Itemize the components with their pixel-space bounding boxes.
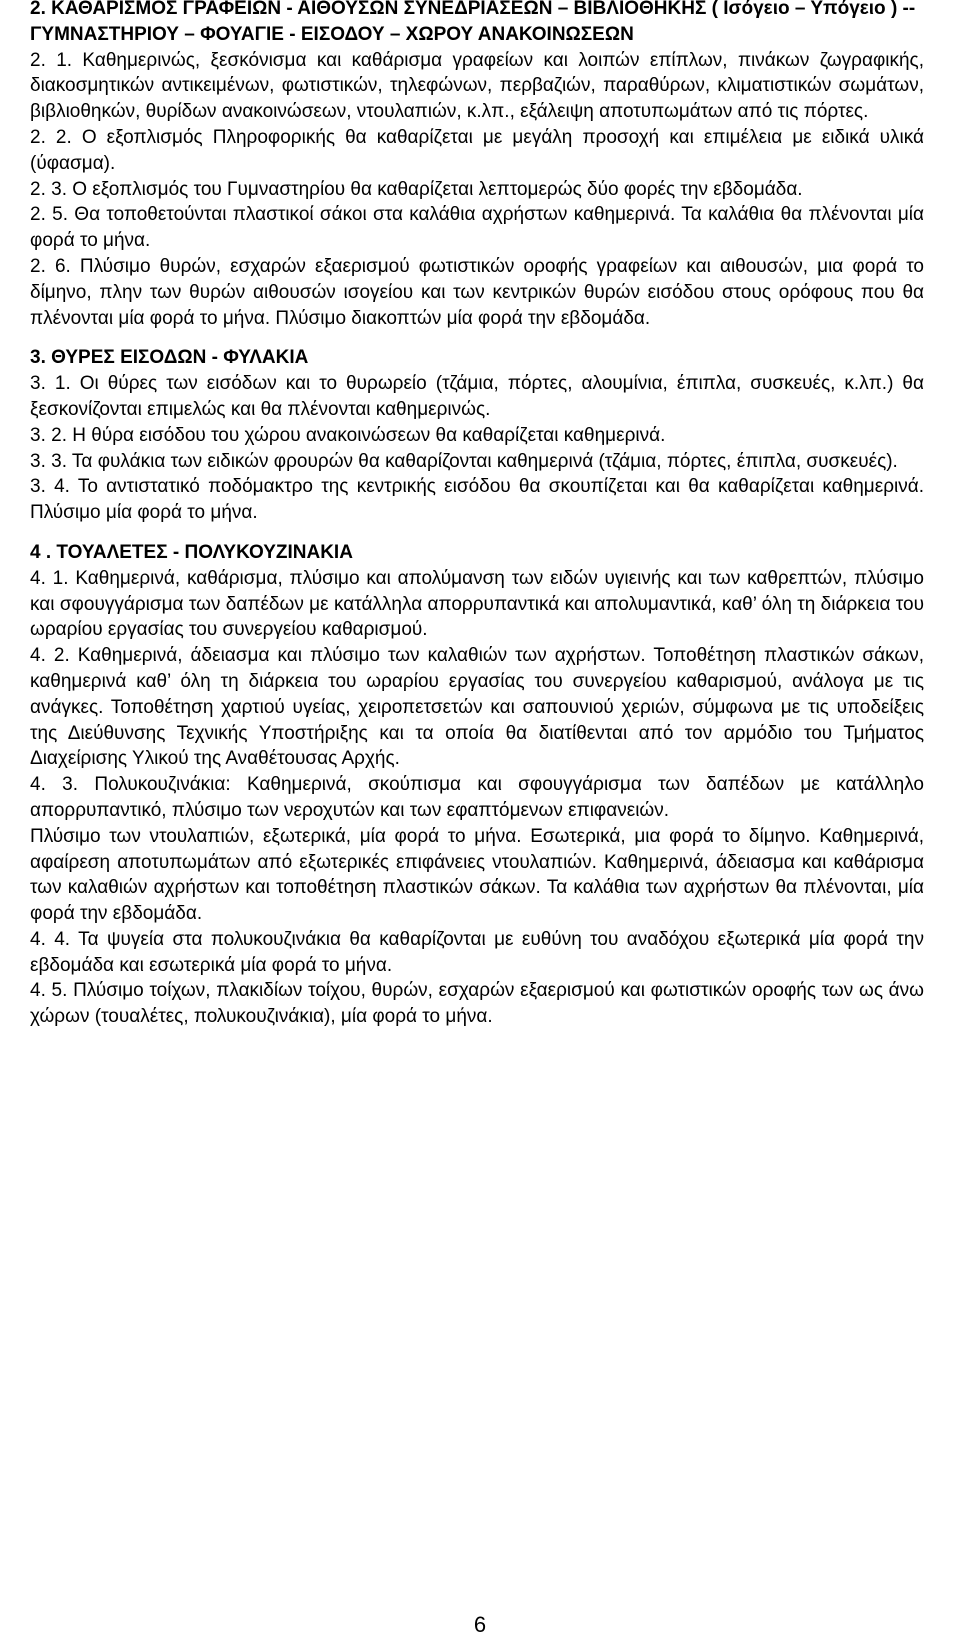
section-heading: 4 . ΤΟΥΑΛΕΤΕΣ - ΠΟΛΥΚΟΥΖΙΝΑΚΙΑ	[30, 541, 353, 563]
paragraph: 4. 4. Τα ψυγεία στα πολυκουζινάκια θα καθαρίζονται με ευθύνη του αναδόχου εξωτερικά μία φορά την εβδομάδα και εσωτερικά μία φορά το μήνα.	[30, 928, 924, 976]
paragraph: 3. 2. Η θύρα εισόδου του χώρου ανακοινώσεων θα καθαρίζεται καθημερινά.	[30, 424, 666, 446]
paragraph: 4. 5. Πλύσιμο τοίχων, πλακιδίων τοίχου, θυρών, εσχαρών εξαερισμού και φωτιστικών οροφής των ως άνω χώρων (τουαλέτες, πολυκουζινάκια), μία φορά το μήνα.	[30, 980, 924, 1028]
paragraph: 4. 1. Καθημερινά, καθάρισμα, πλύσιμο και απολύμανση των ειδών υγιεινής και των καθρεπτών, πλύσιμο και σφουγγάρισμα των δαπέδων με κατάλληλα απορρυπαντικά και απολυμαντικά, καθ’ όλη τη διάρκεια του ωραρίου εργασίας του συνεργείου καθαρισμού.	[30, 567, 924, 641]
paragraph: 2. 2. Ο εξοπλισμός Πληροφορικής θα καθαρίζεται με μεγάλη προσοχή και επιμέλεια με ειδικά υλικά (ύφασμα).	[30, 126, 924, 174]
paragraph: 2. 3. Ο εξοπλισμός του Γυμναστηρίου θα καθαρίζεται λεπτομερώς δύο φορές την εβδομάδα.	[30, 178, 803, 200]
section-3	[30, 345, 924, 526]
section-heading: 2. ΚΑΘΑΡΙΣΜΟΣ ΓΡΑΦΕΙΩΝ - ΑΙΘΟΥΣΩΝ ΣΥΝΕΔΡΙΑΣΕΩΝ – ΒΙΒΛΙΟΘΗΚΗΣ ( Ισόγειο – Υπόγειο ) -- ΓΥΜΝΑΣΤΗΡΙΟΥ – ΦΟΥΑΓΙΕ - ΕΙΣΟΔΟΥ – ΧΩΡΟΥ ΑΝΑΚΟΙΝΩΣΕΩΝ	[30, 0, 916, 45]
paragraph: 4. 2. Καθημερινά, άδειασμα και πλύσιμο των καλαθιών των αχρήστων. Τοποθέτηση πλαστικών σάκων, καθημερινά καθ’ όλη τη διάρκεια του ωραρίου εργασίας του συνεργείου καθαρισμού, ανάλογα με τις ανάγκες. Τοποθέτηση χαρτιού υγείας, χειροπετσετών και σαπουνιού χεριών, σύμφωνα με τις υποδείξεις της Διεύθυνσης Τεχνικής Υποστήριξης και τα οποία θα διατίθενται από τον αρμόδιο του Τμήματος Διαχείρισης Υλικού της Αναθέτουσας Αρχής.	[30, 645, 924, 770]
page-number: 6	[473, 1612, 487, 1637]
paragraph: 3. 4. Το αντιστατικό ποδόμακτρο της κεντρικής εισόδου θα σκουπίζεται και θα καθαρίζεται καθημερινά. Πλύσιμο μία φορά το μήνα.	[30, 476, 924, 524]
section-4	[30, 540, 924, 1030]
section-heading: 3. ΘΥΡΕΣ ΕΙΣΟΔΩΝ - ΦΥΛΑΚΙΑ	[30, 347, 309, 369]
section-2	[30, 0, 924, 331]
paragraph: 2. 1. Καθημερινώς, ξεσκόνισμα και καθάρισμα γραφείων και λοιπών επίπλων, πινάκων ζωγραφικής, διακοσμητικών αντικειμένων, φωτιστικών, τηλεφώνων, περβαζιών, παραθύρων, κλιματιστικών σωμάτων, βιβλιοθηκών, θυρίδων ανακοινώσεων, ντουλαπιών, κ.λπ., εξάλειψη αποτυπωμάτων από τις πόρτες.	[30, 49, 924, 123]
paragraph: 3. 3. Τα φυλάκια των ειδικών φρουρών θα καθαρίζονται καθημερινά (τζάμια, πόρτες, έπιπλα, συσκευές).	[30, 450, 898, 472]
paragraph: 2. 5. Θα τοποθετούνται πλαστικοί σάκοι στα καλάθια αχρήστων καθημερινά. Τα καλάθια θα πλένονται μία φορά το μήνα.	[30, 204, 924, 252]
paragraph: 3. 1. Οι θύρες των εισόδων και το θυρωρείο (τζάμια, πόρτες, αλουμίνια, έπιπλα, συσκευές, κ.λπ.) θα ξεσκονίζονται επιμελώς και θα πλένονται καθημερινώς.	[30, 373, 924, 420]
paragraph: 4. 3. Πολυκουζινάκια: Καθημερινά, σκούπισμα και σφουγγάρισμα των δαπέδων με κατάλληλο απορρυπαντικό, πλύσιμο των νεροχυτών και των εφαπτόμενων επιφανειών.	[30, 774, 924, 821]
paragraph: 2. 6. Πλύσιμο θυρών, εσχαρών εξαερισμού φωτιστικών οροφής γραφείων και αιθουσών, μια φορά το δίμηνο, πλην των θυρών αιθουσών ισογείου και των κεντρικών θυρών εισόδου στους ορόφους που θα πλένονται μία φορά το μήνα. Πλύσιμο διακοπτών μία φορά την εβδομάδα.	[30, 255, 924, 329]
paragraph: Πλύσιμο των ντουλαπιών, εξωτερικά, μία φορά το μήνα. Εσωτερικά, μια φορά το δίμηνο. Καθημερινά, αφαίρεση αποτυπωμάτων από εξωτερικές επιφάνειες ντουλαπιών. Καθημερινά, άδειασμα και καθάρισμα των καλαθιών αχρήστων και τοποθέτηση πλαστικών σάκων. Τα καλάθια των αχρήστων θα πλένονται, μία φορά την εβδομάδα.	[30, 825, 924, 925]
